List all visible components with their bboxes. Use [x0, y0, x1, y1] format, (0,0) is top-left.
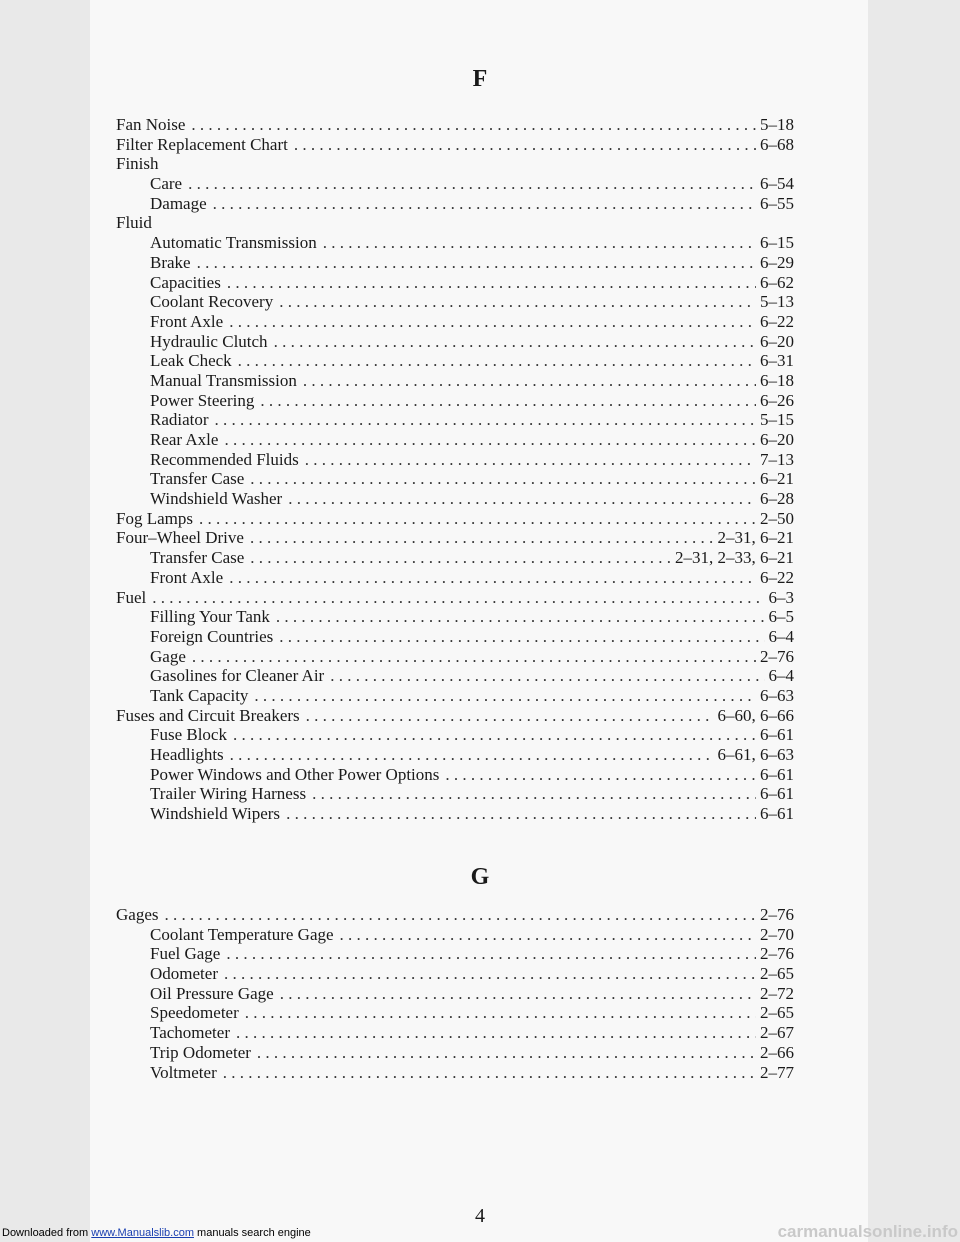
index-entry — [116, 588, 794, 608]
index-term: Transfer Case — [150, 548, 245, 568]
index-entry — [116, 647, 794, 667]
index-page-ref: 7–13 — [760, 449, 794, 469]
index-term: Coolant Temperature Gage — [150, 924, 334, 944]
index-list-f — [116, 115, 794, 824]
section-letter-g: G — [470, 864, 490, 890]
index-entry — [116, 292, 794, 312]
index-page-ref: 2–72 — [760, 983, 794, 1003]
index-entry — [116, 745, 794, 765]
index-entry — [116, 1023, 794, 1043]
index-entry — [116, 194, 794, 214]
dot-leader — [236, 1023, 756, 1043]
index-term: Windshield Wipers — [150, 804, 281, 824]
index-page-ref: 6–22 — [760, 567, 794, 587]
index-page-ref: 6–31 — [760, 351, 794, 371]
index-page-ref: 6–29 — [760, 252, 794, 272]
index-term: Capacities — [150, 272, 221, 292]
dot-leader — [223, 1063, 756, 1083]
index-page-ref: 6–63 — [760, 685, 794, 705]
index-term: Fan Noise — [116, 115, 186, 134]
dot-leader — [276, 607, 765, 627]
index-page-ref: 2–50 — [760, 508, 794, 528]
index-entry — [116, 725, 794, 745]
index-term: Front Axle — [150, 567, 224, 587]
dot-leader — [226, 944, 756, 964]
index-page-ref: 6–20 — [760, 430, 794, 449]
index-entry — [116, 1063, 794, 1083]
index-page-ref: 2–31, 6–21 — [717, 528, 794, 548]
watermark: carmanualsonline.info — [777, 1222, 958, 1241]
index-entry — [116, 509, 794, 529]
download-footer — [2, 1227, 311, 1239]
index-term: Hydraulic Clutch — [150, 331, 268, 351]
index-entry — [116, 450, 794, 470]
index-term: Fuel — [116, 587, 147, 607]
index-entry — [116, 765, 794, 785]
dot-leader — [152, 588, 764, 608]
index-page-ref: 2–76 — [760, 944, 794, 964]
index-page-ref: 2–31, 2–33, 6–21 — [675, 548, 794, 568]
dot-leader — [229, 312, 756, 332]
dot-leader — [305, 450, 756, 470]
index-entry — [116, 371, 794, 391]
index-entry — [116, 944, 794, 964]
dot-leader — [164, 905, 756, 925]
index-page-ref: 6–55 — [760, 193, 794, 213]
index-term: Fuses and Circuit Breakers — [116, 705, 300, 725]
dot-leader — [250, 548, 671, 568]
index-entry — [116, 430, 794, 450]
index-entry — [116, 548, 794, 568]
index-term: Coolant Recovery — [150, 292, 274, 312]
dot-leader — [192, 647, 756, 667]
index-term: Headlights — [150, 745, 224, 764]
dot-leader — [199, 509, 756, 529]
dot-leader — [191, 115, 756, 135]
index-term: Filling Your Tank — [150, 607, 270, 627]
dot-leader — [229, 568, 756, 588]
dot-leader — [288, 489, 756, 509]
index-page-ref: 2–66 — [760, 1042, 794, 1062]
index-entry — [116, 489, 794, 509]
dot-leader — [238, 351, 756, 371]
index-page-ref: 6–60, 6–66 — [717, 705, 794, 725]
index-entry — [116, 627, 794, 647]
index-page-ref: 6–54 — [760, 174, 794, 194]
dot-leader — [294, 135, 756, 155]
index-term: Finish — [116, 154, 159, 174]
index-term: Fuel Gage — [150, 944, 221, 964]
index-entry — [116, 174, 794, 194]
index-term: Fuse Block — [150, 725, 227, 745]
dot-leader — [323, 233, 756, 253]
index-page-ref: 2–65 — [760, 964, 794, 984]
dot-leader — [306, 706, 714, 726]
index-entry — [116, 804, 794, 824]
index-term: Care — [150, 174, 183, 194]
index-page-ref: 6–15 — [760, 233, 794, 253]
index-entry — [116, 312, 794, 332]
dot-leader — [250, 469, 756, 489]
index-term: Voltmeter — [150, 1062, 217, 1082]
index-term: Radiator — [150, 410, 209, 430]
index-list-g — [116, 905, 794, 1082]
index-entry — [116, 784, 794, 804]
index-entry — [116, 686, 794, 706]
index-term: Foreign Countries — [150, 626, 274, 646]
dot-leader — [286, 804, 756, 824]
dot-leader — [260, 391, 756, 411]
dot-leader — [213, 194, 756, 214]
index-page-ref: 6–61 — [760, 725, 794, 745]
dot-leader — [280, 984, 756, 1004]
index-term: Trailer Wiring Harness — [150, 784, 307, 804]
index-entry — [116, 528, 794, 548]
index-entry — [116, 925, 794, 945]
index-term: Rear Axle — [150, 430, 219, 449]
index-page-ref: 5–15 — [760, 410, 794, 430]
dot-leader — [250, 528, 714, 548]
index-term: Trip Odometer — [150, 1042, 251, 1062]
index-entry — [116, 1003, 794, 1023]
dot-leader — [274, 332, 756, 352]
index-term: Front Axle — [150, 311, 224, 331]
dot-leader — [233, 725, 756, 745]
dot-leader — [279, 627, 764, 647]
index-page-ref: 6–22 — [760, 311, 794, 331]
index-entry — [116, 469, 794, 489]
index-term: Fog Lamps — [116, 508, 193, 528]
dot-leader — [245, 1003, 756, 1023]
index-page-ref: 5–18 — [760, 115, 794, 134]
dot-leader — [224, 430, 756, 450]
index-page-ref: 6–61 — [760, 804, 794, 824]
index-page-ref: 2–70 — [760, 924, 794, 944]
index-page-ref: 6–61 — [760, 764, 794, 784]
index-entry — [116, 666, 794, 686]
index-entry — [116, 115, 794, 135]
index-entry — [116, 1043, 794, 1063]
dot-leader — [445, 765, 756, 785]
index-entry — [116, 213, 794, 233]
index-entry — [116, 905, 794, 925]
index-page-ref: 2–76 — [760, 646, 794, 666]
index-term: Gages — [116, 905, 159, 924]
dot-leader — [254, 686, 756, 706]
index-entry — [116, 253, 794, 273]
index-page-ref: 6–5 — [768, 607, 794, 627]
index-term: Filter Replacement Chart — [116, 134, 288, 154]
index-entry — [116, 984, 794, 1004]
index-term: Tachometer — [150, 1023, 230, 1043]
index-page-ref: 2–76 — [760, 905, 794, 924]
index-entry — [116, 391, 794, 411]
index-entry — [116, 410, 794, 430]
index-page-ref: 6–61 — [760, 784, 794, 804]
page-number: 4 — [475, 1205, 485, 1227]
index-term: Windshield Washer — [150, 489, 283, 509]
dot-leader — [312, 784, 756, 804]
index-page-ref: 6–3 — [768, 587, 794, 607]
index-term: Speedometer — [150, 1003, 239, 1023]
dot-leader — [330, 666, 764, 686]
index-term: Fluid — [116, 213, 152, 233]
dot-leader — [279, 292, 756, 312]
index-page-ref: 6–26 — [760, 390, 794, 410]
index-page-ref: 6–18 — [760, 370, 794, 390]
index-entry — [116, 607, 794, 627]
index-term: Gage — [150, 646, 186, 666]
dot-leader — [257, 1043, 756, 1063]
index-term: Four–Wheel Drive — [116, 528, 244, 548]
index-page-ref: 5–13 — [760, 292, 794, 312]
manualslib-link[interactable]: www.Manualslib.com — [91, 1227, 194, 1239]
index-entry — [116, 706, 794, 726]
index-term: Gasolines for Cleaner Air — [150, 666, 325, 686]
dot-leader — [230, 745, 714, 765]
index-term: Oil Pressure Gage — [150, 983, 274, 1003]
index-term: Power Steering — [150, 390, 255, 410]
dot-leader — [340, 925, 756, 945]
index-page-ref: 6–21 — [760, 469, 794, 489]
index-term: Manual Transmission — [150, 370, 297, 390]
dot-leader — [197, 253, 756, 273]
index-page-ref: 6–4 — [768, 666, 794, 686]
index-entry — [116, 351, 794, 371]
section-letter-f: F — [472, 66, 488, 92]
index-term: Power Windows and Other Power Options — [150, 764, 440, 784]
dot-leader — [188, 174, 756, 194]
dot-leader — [215, 410, 756, 430]
index-term: Brake — [150, 252, 191, 272]
index-term: Automatic Transmission — [150, 233, 317, 253]
index-page-ref: 6–61, 6–63 — [717, 745, 794, 764]
index-term: Tank Capacity — [150, 685, 249, 705]
index-page-ref: 2–65 — [760, 1003, 794, 1023]
footer-suffix: manuals search engine — [193, 1227, 311, 1239]
index-page-ref: 2–77 — [760, 1062, 794, 1082]
dot-leader — [227, 273, 756, 293]
index-term: Odometer — [150, 964, 218, 984]
index-entry — [116, 332, 794, 352]
dot-leader — [303, 371, 756, 391]
index-entry — [116, 568, 794, 588]
index-page-ref: 6–68 — [760, 134, 794, 154]
index-term: Leak Check — [150, 351, 232, 371]
index-entry — [116, 233, 794, 253]
index-term: Recommended Fluids — [150, 449, 299, 469]
footer-prefix: Downloaded from — [2, 1227, 92, 1239]
index-page-ref: 6–4 — [768, 626, 794, 646]
index-entry — [116, 154, 794, 174]
index-entry — [116, 273, 794, 293]
index-page-ref: 6–20 — [760, 331, 794, 351]
dot-leader — [224, 964, 756, 984]
index-page-ref: 6–62 — [760, 272, 794, 292]
index-page-ref: 2–67 — [760, 1023, 794, 1043]
index-term: Transfer Case — [150, 469, 245, 489]
index-page-ref: 6–28 — [760, 489, 794, 509]
index-entry — [116, 135, 794, 155]
index-entry — [116, 964, 794, 984]
index-term: Damage — [150, 193, 207, 213]
